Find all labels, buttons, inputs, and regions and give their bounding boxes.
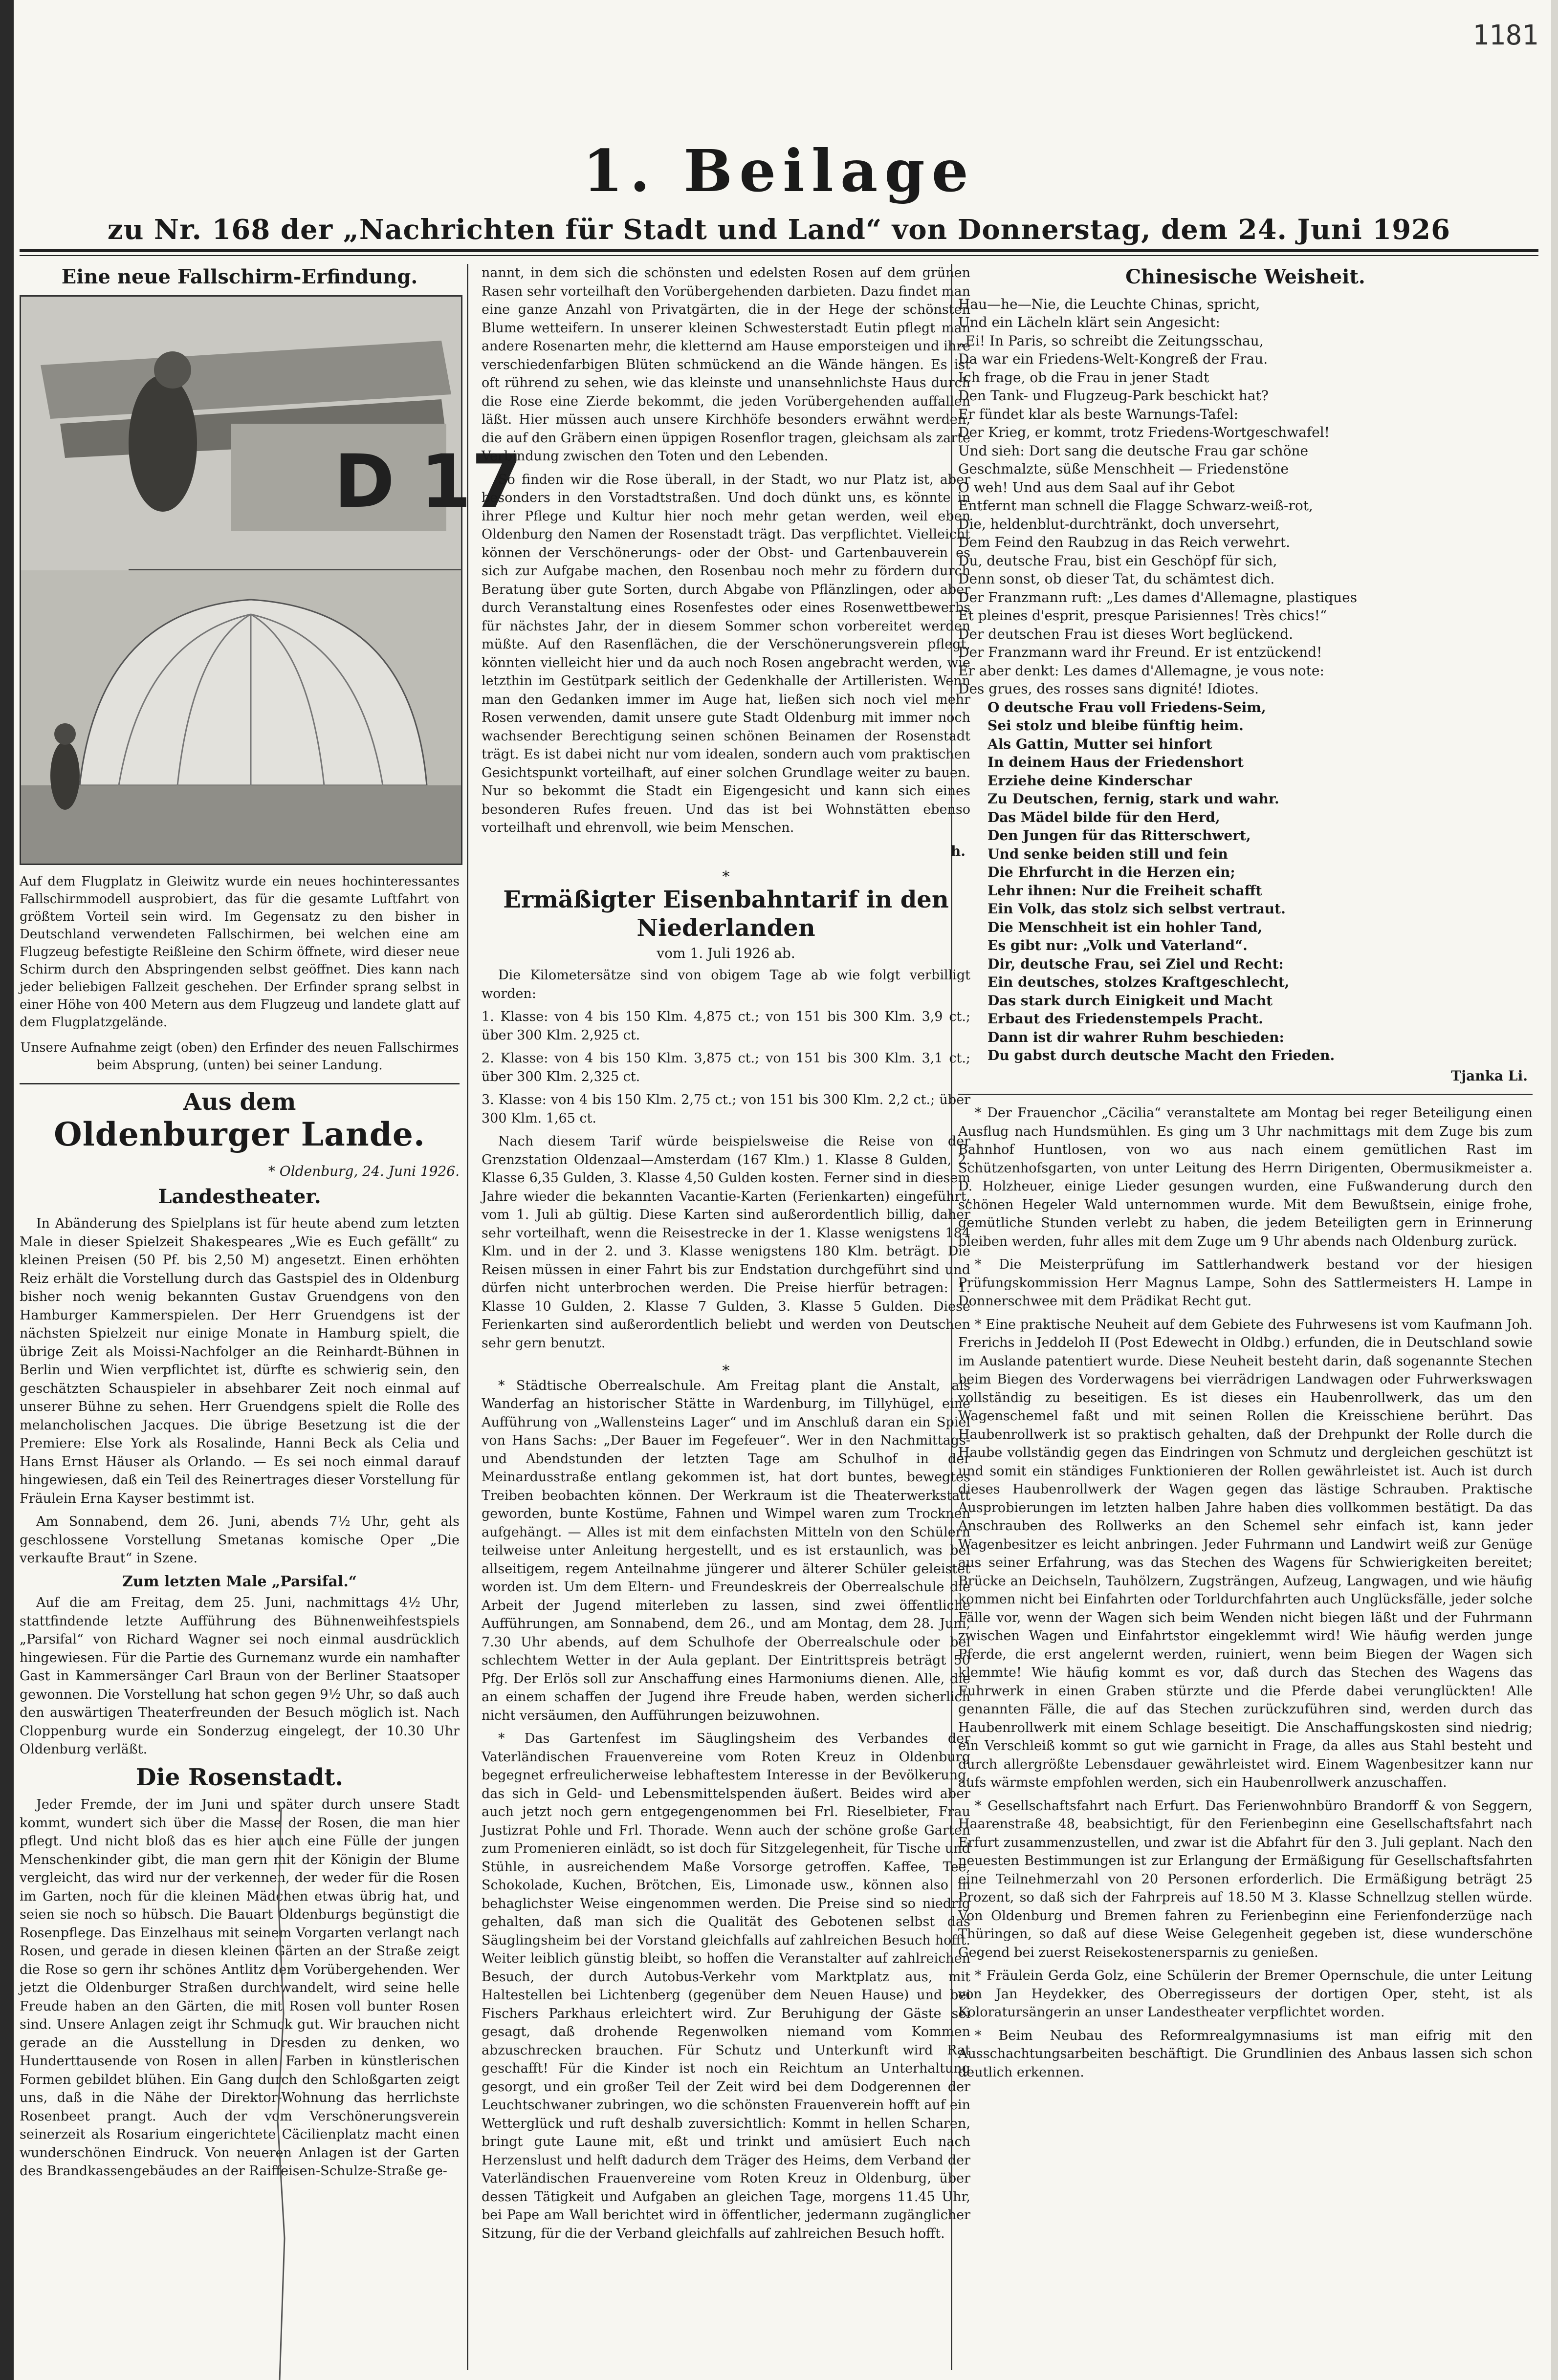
poem-line: Geschmalzte, süße Menschheit — Friedenstöne <box>958 461 1289 477</box>
poem-line: In deinem Haus der Friedenshort <box>987 754 1244 770</box>
paragraph: * Beim Neubau des Reformrealgymnasiums ist man eifrig mit den Ausschachtungsarbeiten beschäftigt. Die Grundlinien des Anbaus lassen sich schon deutlich erkennen. <box>958 2028 1533 2080</box>
section-rule <box>958 1094 1533 1095</box>
column-1 <box>20 264 523 2185</box>
article-heading-theater: Landestheater. <box>158 1185 321 1208</box>
poem-line: Denn sonst, ob dieser Tat, du schämtest dich. <box>958 571 1275 587</box>
masthead-title: 1. Beilage <box>583 137 975 205</box>
paragraph: Jeder Fremde, der im Juni und später durch unsere Stadt kommt, wundert sich über die Masse der Rosen, die man hier pflegt. Und nicht bloß das es hier auch eine Fülle der jungen Menschenkinder gibt, die man gern mit der Königin der Blume vergleicht, das wird nur der verkennen, der weder für die Rosen im Garten, noch für die kleinen Mädchen etwas übrig hat, und seien sie noch so hübsch. Die Bauart Oldenburgs begünstigt die Rosenpflege. Das Einzelhaus mit seinem Vorgarten verlangt nach Rosen, und gerade in diesen kleinen Gärten an der Straße zeigt die Rose so gern ihr schönes Antlitz dem Vorübergehenden. Wer jetzt die Oldenburger Straßen durchwandelt, wird seine helle Freude haben an den Gärten, die mit Rosen voll bunter Rosen sind. Unsere Anlagen zeigt ihr Schmuck gut. Wir brauchen nicht gerade an die Ausstellung in Dresden zu denken, wo Hunderttausende von Rosen in allen Farben in künstlerischen Formen gebildet blühen. Ein Gang durch den Schloßgarten zeigt uns, daß in die Nähe der Direktor-Wohnung das herrlichste Rosenbeet prangt. Auch der vom Verschönerungsverein seinerzeit als Rosarium eingerichtete Cäcilienplatz macht einen wunderschönen Eindruck. Von neueren Anlagen ist der Garten des Brandkassengebäudes an der Raiffeisen-Schulze-Straße ge- <box>20 1797 460 2179</box>
tarif-date: vom 1. Juli 1926 ab. <box>657 945 795 961</box>
poem-line: Des grues, des rosses sans dignité! Idiotes. <box>958 681 1259 697</box>
poem-line: Du, deutsche Frau, bist ein Geschöpf für sich, <box>958 552 1277 569</box>
masthead-rule <box>20 249 1538 252</box>
poem-line: Dem Feind den Raubzug in das Reich verwehrt. <box>958 534 1291 550</box>
poem-line: Und ein Lächeln klärt sein Angesicht: <box>958 314 1220 330</box>
poem-line: Dann ist dir wahrer Ruhm beschieden: <box>987 1029 1284 1045</box>
poem-line: Entfernt man schnell die Flagge Schwarz-weiß-rot, <box>958 498 1313 514</box>
poem-line: Den Jungen für das Ritterschwert, <box>987 827 1251 844</box>
poem-line: Das Mädel bilde für den Herd, <box>987 809 1220 825</box>
aircraft-marking: D 17 <box>334 439 523 524</box>
poem-line: „Ei! In Paris, so schreibt die Zeitungsschau, <box>958 332 1264 349</box>
poem-line: O weh! Und aus dem Saal auf ihr Gebot <box>958 479 1235 496</box>
photo-caption: Auf dem Flugplatz in Gleiwitz wurde ein neues hochinteressantes Fallschirmmodell ausprobiert, das für die gesamte Luftfahrt von größtem Vorteil sein wird. Im Gegensatz zu den bisher in Deutschland verwendeten Fallschirmen, bei welchen eine am Flugzeug befestigte Reißleine den Schirm öffnete, wird dieser neue Schirm durch den Abspringenden selbst geöffnet. Dies kann nach jeder beliebigen Fallzeit geschehen. Der Erfinder sprang selbst in einer Höhe von 400 Metern aus dem Flugzeug und landete glatt auf dem Flugplatzgelände. <box>20 874 460 1030</box>
rate-line: 3. Klasse: von 4 bis 150 Klm. 2,75 ct.; von 151 bis 300 Klm. 2,2 ct.; über 300 Klm. 1,65 ct. <box>482 1092 970 1126</box>
poem-line: Er aber denkt: Les dames d'Allemagne, je vous note: <box>958 662 1324 679</box>
poem-line: Der Krieg, er kommt, trotz Friedens-Wortgeschwafel! <box>958 424 1330 440</box>
poem-line: Und senke beiden still und fein <box>987 845 1228 862</box>
poem-line: Dir, deutsche Frau, sei Ziel und Recht: <box>987 955 1284 972</box>
poem-line: Erziehe deine Kinderschar <box>987 772 1192 789</box>
paragraph: * Eine praktische Neuheit auf dem Gebiete des Fuhrwesens ist vom Kaufmann Joh. Frerichs in Jeddeloh II (Post Edewecht in Oldbg.) erfunden, die in Deutschland sowie im Auslande patentiert wurde. Diese Neuheit besteht darin, daß sogenannte Stechen beim Biegen des Vorderwagens bei vierrädrigen Landwagen oder Fuhrwerkswagen vollständig zu beseitigen. Es ist dieses ein Haubenrollwerk, das um den Wagenschemel faßt und mit seinen Rollen die Kreisschiene berührt. Das Haubenrollwerk ist so praktisch gehalten, daß der Drehpunkt der Rolle durch die Haube vollständig gegen das Eindringen von Schmutz und dergleichen geschützt ist und somit ein ständiges Funktionieren der Rollen gewährleistet ist. Auch ist durch dieses Haubenrollwerk der Wagen gegen das lästige Schrauben. Praktische Ausprobierungen im letzten halben Jahre haben dies vollkommen bestätigt. Da das Anschrauben des Rollwerks an den Schemel sehr einfach ist, kann jeder Wagenbesitzer es leicht anbringen. Jeder Fuhrmann und Landwirt weiß zur Genüge aus seiner Erfahrung, was das Stechen des Wagens für Schwierigkeiten bereitet; Brücke an Deichseln, Tauhölzern, Zugsträngen, Aufzeug, Langwagen, und wie häufig kommen nicht bei Einfahrten oder Torldurchfahrten auch Unglücksfälle, jeder solche Fälle vor, wenn der Wagen sich beim Wenden nicht biegen läßt und der Fuhrmann zwischen Wagen und Einfahrtstor eingeklemmt wird! Wie häufig werden junge Pferde, die erst angelernt werden, ruiniert, wenn beim Biegen der Wagen sich klemmte! Wie häufig kommt es vor, daß durch das Stechen des Wagens das Fuhrwerk in einen Graben stürzte und die Pferde dabei verunglückten! Alle genannten Fälle, die auf das Stechen zurückzuführen sind, werden durch das Haubenrollwerk mit einem Schlage beseitigt. Die Anschaffungskosten sind niedrig; ein Verschleiß kommt so gut wie garnicht in Frage, da alles aus Stahl besteht und durch allergrößte Lebensdauer gewährleistet wird. Einem Wagenbesitzer kann nur aufs wärmste empfohlen werden, sich ein Haubenrollwerk anzuschaffen. <box>958 1317 1533 1790</box>
poem-line: Den Tank- und Flugzeug-Park beschickt hat? <box>958 388 1269 404</box>
poem-line: Erbaut des Friedenstempels Pracht. <box>987 1011 1263 1027</box>
poem-line: Er fündet klar als beste Warnungs-Tafel: <box>958 406 1239 422</box>
rate-line: 2. Klasse: von 4 bis 150 Klm. 3,875 ct.; von 151 bis 300 Klm. 3,1 ct.; über 300 Klm. 2,325 ct. <box>482 1051 970 1084</box>
poem-line: Lehr ihnen: Nur die Freiheit schafft <box>987 882 1262 899</box>
author-initial: h. <box>950 843 966 859</box>
separator-star: ⁎ <box>722 1358 730 1375</box>
masthead-subtitle: zu Nr. 168 der „Nachrichten für Stadt und Land“ von Donnerstag, dem 24. Juni 1926 <box>107 214 1451 246</box>
poem-line: Et pleines d'esprit, presque Parisiennes! Très chics!“ <box>958 607 1327 624</box>
poem-line: Als Gattin, Mutter sei hinfort <box>987 736 1212 752</box>
column-2 <box>482 264 970 2248</box>
column-3 <box>958 264 1533 2086</box>
poem-line: Ein deutsches, stolzes Kraftgeschlecht, <box>987 974 1290 990</box>
scan-edge-left <box>0 0 14 2380</box>
poem-line: Der Franzmann ward ihr Freund. Er ist entzückend! <box>958 644 1322 660</box>
paragraph: In Abänderung des Spielplans ist für heute abend zum letzten Male in dieser Spielzeit Shakespeares „Wie es Euch gefällt“ zu kleinen Preisen (50 Pf. bis 2,50 M) angesetzt. Einen erhöhten Reiz erhält die Vorstellung durch das Gastspiel des in Oldenburg bisher noch wenig bekannten Gustav Gruendgens von den Hamburger Kammerspielen. Der Herr Gruendgens ist der nächsten Spielzeit nur einige Monate in Hamburg spielt, die übrige Zeit als Moissi-Nachfolger an die Reinhardt-Bühnen in Berlin und Wien verpflichtet ist, dürfte es schwierig sein, den geschätzten Schauspieler in absehbarer Zeit noch einmal auf unserer Bühne zu sehen. Herr Gruendgens spielt die Rolle des melancholischen Jacques. Die übrige Besetzung ist die der Premiere: Else York als Rosalinde, Hanni Beck als Celia und Hans Ernst Häuser als Orlando. — Es sei noch einmal darauf hingewiesen, daß ein Teil des Reinertrages dieser Vorstellung für Fräulein Erna Kayser bestimmt ist. <box>20 1216 460 1506</box>
poem-line: Der deutschen Frau ist dieses Wort beglückend. <box>958 626 1294 642</box>
paragraph: * Der Frauenchor „Cäcilia“ veranstaltete am Montag bei reger Beteiligung einen Ausflug nach Hundsmühlen. Es ging um 3 Uhr nachmittags mit dem Zuge bis zum Bahnhof Huntlosen, von wo aus nach einem gemütlichen Rast im Schützenhofsgarten, von unter Leitung des Herrn Dirigenten, Obermusikmeister a. D. Holzheuer, einige Lieder gesungen wurden, eine Fußwanderung durch den schönen Hegeler Wald unternommen wurde. Mit dem Bewußtsein, einige frohe, gemütliche Stunden verlebt zu haben, die jedem Beteiligten gern in Erinnerung bleiben werden, fuhr alles mit dem Zuge um 9 Uhr abends nach Oldenburg zurück. <box>958 1105 1533 1249</box>
column-divider <box>467 264 468 2370</box>
page-number: 1181 <box>1472 20 1538 51</box>
poem-line: Die, heldenblut-durchtränkt, doch unversehrt, <box>958 516 1280 532</box>
poem-line: Es gibt nur: „Volk und Vaterland“. <box>987 937 1248 953</box>
paragraph: * Das Gartenfest im Säuglingsheim des Verbandes der Vaterländischen Frauenvereine vom Roten Kreuz in Oldenburg begegnet erfreulicherweise lebhaftestem Interesse in der Bevölkerung, das sich in Geld- und Lebensmittelspenden äußert. Beides wird aber auch jetzt noch gern entgegengenommen bei Frl. Rieselbieter, Frau Justizrat Pohle und Frl. Thorade. Wenn auch der schöne große Garten zum Promenieren einlädt, so ist doch für Sitzgelegenheit, für Tische und Stühle, in ausreichendem Maße Vorsorge getroffen. Kaffee, Tee, Schokolade, Kuchen, Brötchen, Eis, Limonade usw., können also in behaglichster Weise eingenommen werden. Die Preise sind so niedrig gehalten, daß man sich die Qualität des Gebotenen selbst das Säuglingsheim bei der Vorstand gleichfalls auf zahlreichen Besuch hofft. Weiter leiblich günstig bleibt, so hoffen die Veranstalter auf zahlreichen Besuch, der durch Autobus-Verkehr vom Marktplatz aus, mit Haltestellen bei Lichtenberg (gegenüber dem Neuen Hause) und bei Fischers Parkhaus erleichtert wird. Zur Beruhigung der Gäste sei gesagt, daß drohende Regenwolken niemand vom Kommen abzuschrecken brauchen. Für Schutz und Unterkunft wird Rat geschafft! Für die Kinder ist noch ein Reichtum an Unterhaltung gesorgt, und ein großer Teil der Zeit wird bei dem Dodgerennen der Leuchtschwaner zubringen, wo die schönsten Frauenverein hofft auf ein Wetterglück und ruft deshalb zuversichtlich: Kommt in hellen Scharen, bringt gute Laune mit, eßt und trinkt und amüsiert Euch nach Herzenslust und helft dadurch dem Träger des Heims, dem Verband der Vaterländischen Frauenvereine vom Roten Kreuz in Oldenburg, über dessen Tätigkeit und Aufgaben an gleichen Tage, morgens 11.45 Uhr, bei Pape am Wall berichtet wird in öffentlicher, jedermann zugänglicher Sitzung, für die der Verband gleichfalls auf zahlreichen Besuch hofft. <box>482 1731 970 2241</box>
poem-line: Der Franzmann ruft: „Les dames d'Allemagne, plastiques <box>958 589 1358 606</box>
paragraph: Auf die am Freitag, dem 25. Juni, nachmittags 4½ Uhr, stattfindende letzte Aufführung des Bühnenweihfestspiels „Parsifal“ von Richard Wagner sei noch einmal ausdrücklich hingewiesen. Für die Partie des Gurnemanz wurde ein namhafter Gast in Kammersänger Carl Braun von der Berliner Staatsoper gewonnen. Die Vorstellung hat schon gegen 9½ Uhr, so daß auch den auswärtigen Theaterfreunden der Besuch möglich ist. Nach Cloppenburg wurde ein Sonderzug eingelegt, der 10.30 Uhr Oldenburg verläßt. <box>20 1595 460 1757</box>
paragraph: Die Kilometersätze sind von obigem Tage ab wie folgt verbilligt worden: <box>482 968 970 1001</box>
poem-line: Die Ehrfurcht in die Herzen ein; <box>987 864 1235 880</box>
section-rule <box>20 1083 460 1084</box>
paragraph: * Die Meisterprüfung im Sattlerhandwerk bestand vor der hiesigen Prüfungskommission Herr Magnus Lampe, Sohn des Sattlermeisters H. Lampe in Donnerschwee mit dem Prädikat Recht gut. <box>958 1257 1533 1309</box>
dateline: * Oldenburg, 24. Juni 1926. <box>268 1163 460 1179</box>
section-heading-small: Aus dem <box>183 1088 296 1116</box>
poem-line: Das stark durch Einigkeit und Macht <box>987 992 1273 1009</box>
poem-line: O deutsche Frau voll Friedens-Seim, <box>987 699 1266 715</box>
section-heading-oldenburg: Oldenburger Lande. <box>54 1115 425 1153</box>
poem-line: Die Menschheit ist ein hohler Tand, <box>987 919 1263 935</box>
article-heading-tarif: Ermäßigter Eisenbahntarif in den Niederlanden <box>503 886 949 942</box>
rate-line: 1. Klasse: von 4 bis 150 Klm. 4,875 ct.; von 151 bis 300 Klm. 3,9 ct.; über 300 Klm. 2,925 ct. <box>482 1009 970 1043</box>
poem-heading: Chinesische Weisheit. <box>1125 265 1365 288</box>
poem-signature: Tjanka Li. <box>1451 1067 1528 1084</box>
parachute-photo <box>20 295 523 865</box>
poem <box>958 295 1533 1065</box>
article-heading-rosenstadt: Die Rosenstadt. <box>135 1763 344 1791</box>
poem-line: Zu Deutschen, fernig, stark und wahr. <box>987 791 1279 807</box>
poem-line: Sei stolz und bleibe fünftig heim. <box>987 717 1244 734</box>
paragraph: Am Sonnabend, dem 26. Juni, abends 7½ Uhr, geht als geschlossene Vorstellung Smetanas komische Oper „Die verkaufte Braut“ in Szene. <box>20 1514 460 1566</box>
poem-line: Und sieh: Dort sang die deutsche Frau gar schöne <box>958 442 1309 459</box>
poem-line: Ein Volk, das stolz sich selbst vertraut. <box>987 901 1286 917</box>
parachute-photo-drawing <box>21 297 523 864</box>
subheading-parsifal: Zum letzten Male „Parsifal.“ <box>122 1573 357 1590</box>
masthead-rule-thin <box>20 255 1538 256</box>
paper-crease <box>274 1808 288 2380</box>
poem-line: Hau—he—Nie, die Leuchte Chinas, spricht, <box>958 296 1260 312</box>
separator-star: ⁎ <box>722 864 730 881</box>
scan-edge-right <box>1551 0 1558 2380</box>
article-heading-parachute: Eine neue Fallschirm-Erfindung. <box>61 265 418 288</box>
poem-line: Du gabst durch deutsche Macht den Frieden. <box>987 1047 1335 1063</box>
photo-caption-note: Unsere Aufnahme zeigt (oben) den Erfinder des neuen Fallschirmes beim Absprung, (unten) bei seiner Landung. <box>20 1040 459 1073</box>
paragraph: * Städtische Oberrealschule. Am Freitag plant die Anstalt, als Wanderfag an historischer Stätte in Wardenburg, im Tillyhügel, eine Aufführung von „Wallensteins Lager“ und im Anschluß daran ein Spiel von Hans Sachs: „Der Bauer im Fegefeuer“. Wer in den Nachmittags- und Abendstunden der letzten Tage am Schulhof in der Meinardusstraße entlang gekommen ist, hat dort buntes, bewegtes Treiben beobachten können. Der Werkraum ist die Theaterwerkstatt geworden, bunte Kostüme, Fahnen und Wimpel waren zum Trocknen aufgehängt. — Alles ist mit dem einfachsten Mitteln von den Schülern teilweise unter Anleitung hergestellt, und es ist erstaunlich, was bei allseitigem, regem Anteilnahme jüngerer und älterer Schüler geleistet worden ist. Um dem Eltern- und Freundeskreis der Oberrealschule die Arbeit der Jugend miterleben zu lassen, sind zwei öffentliche Aufführungen, am Sonnabend, dem 26., und am Montag, dem 28. Juni, 7.30 Uhr abends, auf dem Schulhofe der Oberrealschule oder bei schlechtem Wetter in der Aula geplant. Der Eintrittspreis beträgt 50 Pfg. Der Erlös soll zur Anschaffung eines Harmoniums dienen. Alle, die an einem schaffen der Jugend ihre Freude haben, werden sicherlich nicht versäumen, den Aufführungen beizuwohnen. <box>482 1378 970 1723</box>
poem-line: Da war ein Friedens-Welt-Kongreß der Frau. <box>958 351 1268 367</box>
masthead <box>29 137 1529 246</box>
paragraph: * Gesellschaftsfahrt nach Erfurt. Das Ferienwohnbüro Brandorff & von Seggern, Haarenstraße 48, beabsichtigt, für den Ferienbeginn eine Gesellschaftsfahrt nach Erfurt zusammenzustellen, und zwar ist die Abfahrt für den 3. Juli geplant. Nach den neuesten Bestimmungen ist zur Erlangung der Ermäßigung für Gesellschaftsfahrten eine Teilnehmerzahl von 20 Personen erforderlich. Die Ermäßigung beträgt 25 Prozent, so daß sich der Fahrpreis auf 18.50 M 3. Klasse Schnellzug stellen würde. Von Oldenburg und Bremen fahren zu Ferienbeginn eine Ferienfonderzüge nach Thüringen, so daß auf diese Weise Gelegenheit gegeben ist, diese wunderschöne Gegend bei zuerst Reisekostenersparnis zu genießen. <box>958 1798 1533 1960</box>
poem-line: Ich frage, ob die Frau in jener Stadt <box>958 369 1209 386</box>
paragraph: nannt, in dem sich die schönsten und edelsten Rosen auf dem grünen Rasen sehr vorteilhaft den Vorübergehenden darbieten. Dazu findet man eine ganze Anzahl von Privatgärten, die in der Hege der schönsten Blume wetteifern. In unserer kleinen Schwesterstadt Eutin pflegt man andere Rosenarten mehr, die kletternd am Hause emporsteigen und ihre verschiedenfarbigen Blüten schmückend an die Wände hängen. Es ist oft rührend zu sehen, wie das kleinste und unansehnlichste Haus durch die Rose eine Zierde bekommt, die jeden Vorübergehenden auffallen läßt. Hier müssen auch unsere Kirchhöfe besonders erwähnt werden, die auf den Gräbern einen üppigen Rosenflor tragen, gleichsam als zarte Verbindung zwischen den Toten und den Lebenden. <box>482 265 970 464</box>
paragraph: So finden wir die Rose überall, in der Stadt, wo nur Platz ist, aber besonders in den Vorstadtstraßen. Und doch dünkt uns, es könnte in ihrer Pflege und Kultur hier noch mehr getan werden, weil eben Oldenburg den Namen der Rosenstadt trägt. Das verpflichtet. Vielleicht können der Verschönerungs- oder der Obst- und Gartenbauverein es sich zur Aufgabe machen, den Rosenbau noch mehr zu fördern durch Beratung über gute Sorten, durch Abgabe von Pflänzlingen, oder aber durch Veranstaltung eines Rosenfestes oder eines Rosenwettbewerbs für nächstes Jahr, der in diesem Sommer schon vorbereitet werden müßte. Auf den Rasenflächen, die der Verschönerungsverein pflegt, könnten vielleicht hier und da auch noch Rosen angebracht werden, wie letzthin im Gestütpark seitlich der Gedenkhalle der Artilleristen. Wenn man den Gedanken immer im Auge hat, ließen sich noch viel mehr Rosen verwenden, damit unsere gute Stadt Oldenburg mit immer noch wachsender Berechtigung seinen schönen Beinamen der Rosenstadt trägt. Es ist dabei nicht nur vom idealen, sondern auch vom praktischen Gesichtspunkt vorteilhaft, auf einer solchen Grundlage weiter zu bauen. Nur so bekommt die Stadt ein Eigengesicht und kann sich eines besonderen Rufes freuen. Und das ist bei Wohnstätten ebenso vorteilhaft und ehrenvoll, wie beim Menschen. <box>482 472 970 835</box>
paragraph: * Fräulein Gerda Golz, eine Schülerin der Bremer Opernschule, die unter Leitung von Jan Heydekker, des Oberregisseurs der dortigen Oper, steht, ist als Koloratursängerin an unser Landestheater verpflichtet worden. <box>958 1968 1533 2020</box>
paragraph: Nach diesem Tarif würde beispielsweise die Reise von der Grenzstation Oldenzaal—Amsterdam (167 Klm.) 1. Klasse 8 Gulden, 2. Klasse 6,35 Gulden, 3. Klasse 4,50 Gulden kosten. Ferner sind in diesem Jahre wieder die bekannten Vacantie-Karten (Ferienkarten) eingeführt, vom 1. Juli ab gültig. Diese Karten sind außerordentlich billig, daher sehr vorteilhaft, wenn die Reisestrecke in der 1. Klasse wenigstens 184 Klm. und in der 2. und 3. Klasse wenigstens 180 Klm. beträgt. Die Reisen müssen in einer Fahrt bis zur Endstation durchgeführt sind und dürfen nicht unterbrochen werden. Die Preise hierfür betragen: 1. Klasse 10 Gulden, 2. Klasse 7 Gulden, 3. Klasse 5 Gulden. Diese Ferienkarten sind außerordentlich beliebt und werden von Deutschen sehr gern benutzt. <box>482 1134 970 1351</box>
